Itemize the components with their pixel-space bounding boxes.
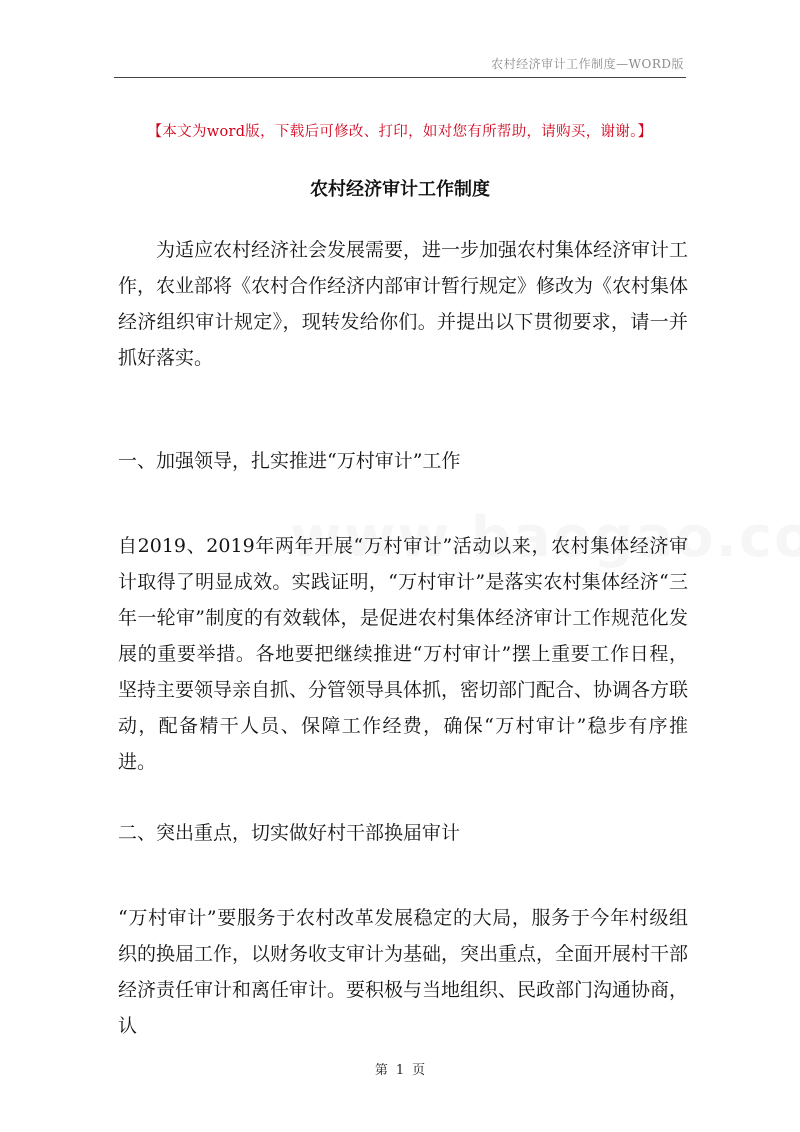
page-number: 1 (395, 1063, 405, 1078)
footer-suffix: 页 (412, 1063, 426, 1078)
intro-paragraph: 为适应农村经济社会发展需要，进一步加强农村集体经济审计工作，农业部将《农村合作经济内部审计暂行规定》修改为《农村集体经济组织审计规定》，现转发给你们。并提出以下贯彻要求，请一并抓好落实。 (118, 239, 689, 369)
section-1-paragraph: 自2019、2019年两年开展“万村审计”活动以来，农村集体经济审计取得了明显成效。实践证明，“万村审计”是落实农村集体经济“三年一轮审”制度的有效载体，是促进农村集体经济审计工作规范化发展的重要举措。各地要把继续推进“万村审计”摆上重要工作日程，坚持主要领导亲自抓、分管领导具体抓，密切部门配合、协调各方联动，配备精干人员、保障工作经费，确保“万村审计”稳步有序推进。 (118, 535, 689, 773)
section-1-heading: 一、加强领导，扎实推进“万村审计”工作 (118, 450, 461, 472)
page-footer (0, 1059, 800, 1078)
footer-prefix: 第 (374, 1063, 388, 1078)
download-notice: 【本文为word版，下载后可修改、打印，如对您有所帮助，请购买，谢谢。】 (147, 124, 653, 140)
section-2-paragraph: “万村审计”要服务于农村改革发展稳定的大局，服务于今年村级组织的换届工作，以财务收支审计为基础，突出重点，全面开展村干部经济责任审计和离任审计。要积极与当地组织、民政部门沟通协商，认 (118, 907, 689, 1037)
header-divider (114, 77, 686, 78)
document-title: 农村经济审计工作制度 (310, 179, 490, 200)
running-header: 农村经济审计工作制度—WORD版 (491, 57, 684, 71)
section-2-heading: 二、突出重点，切实做好村干部换届审计 (118, 822, 461, 844)
